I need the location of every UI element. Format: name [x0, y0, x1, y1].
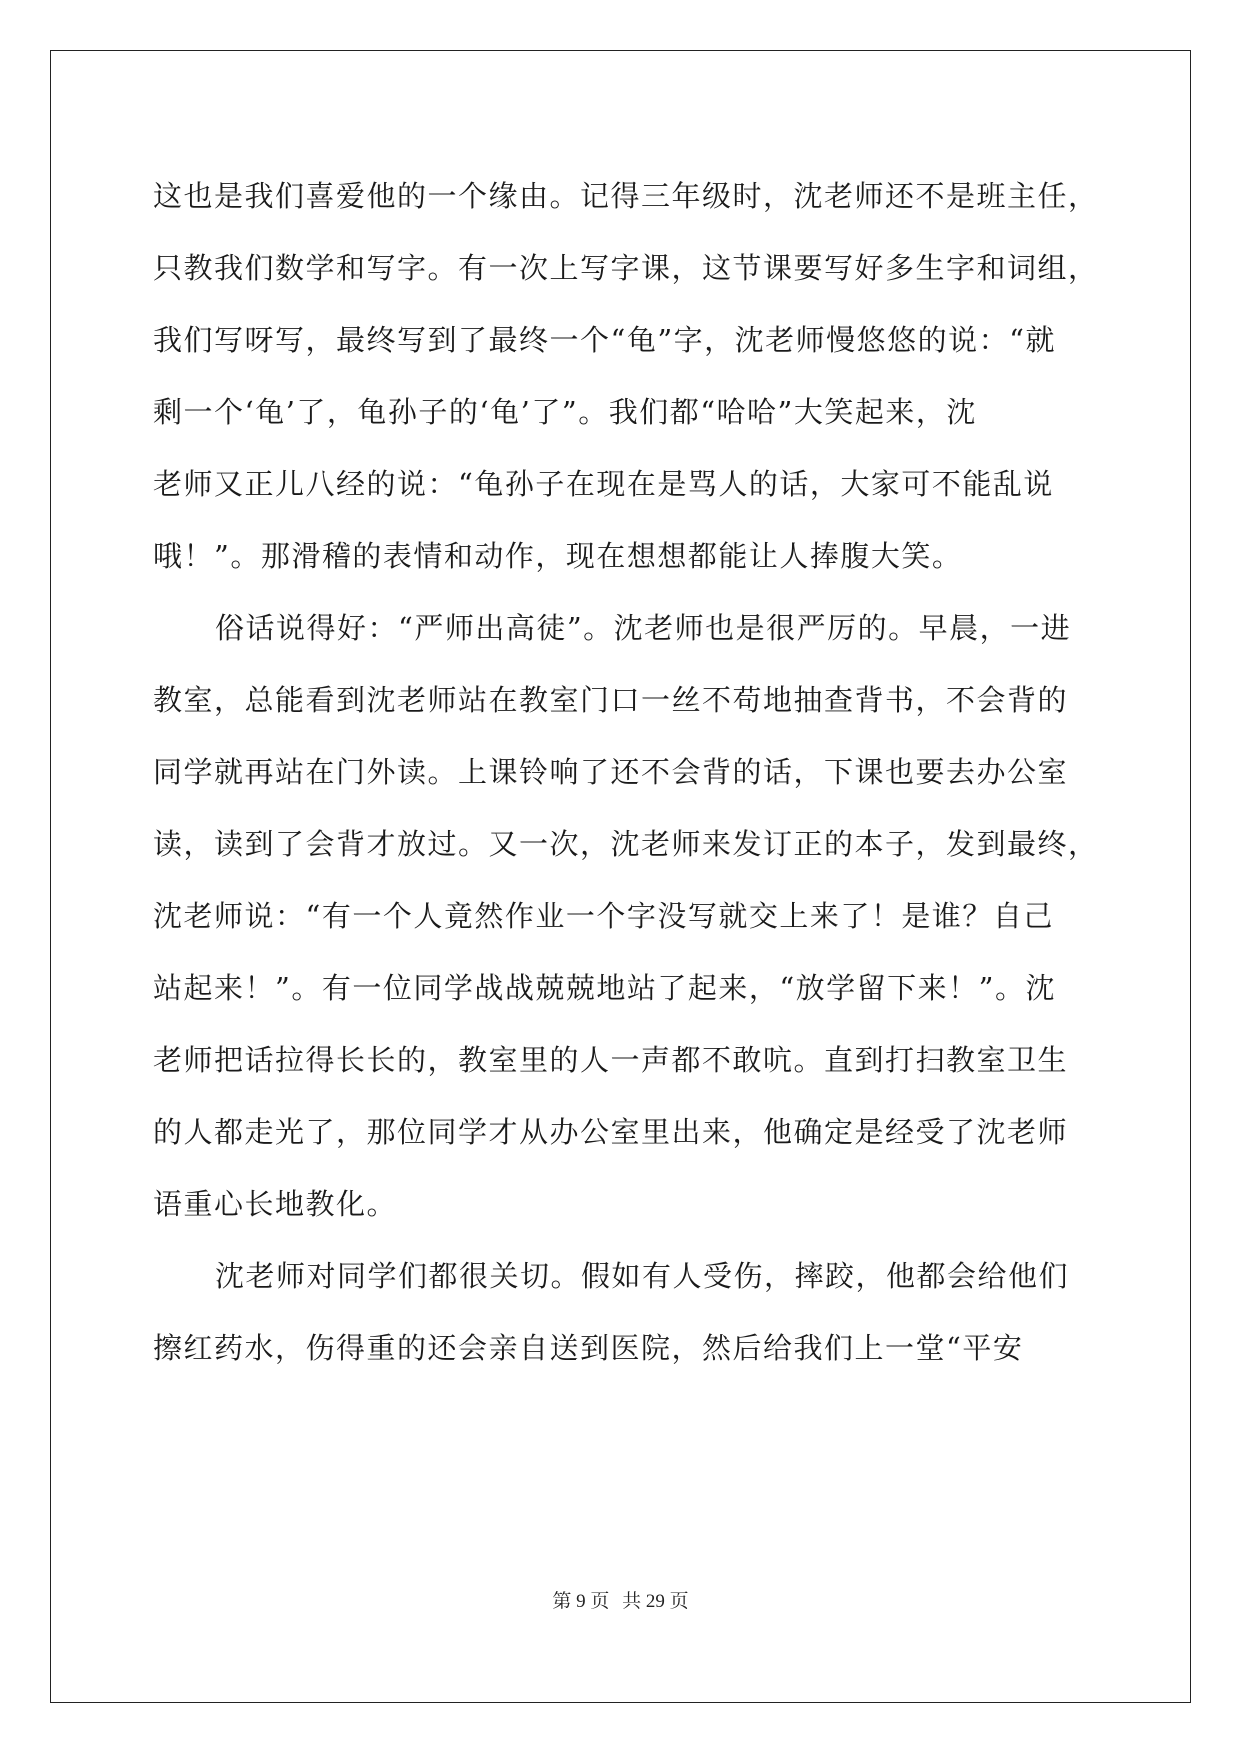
text-line: 语重心长地教化。 — [153, 1187, 398, 1221]
page-total: 共 29 页 — [622, 1591, 689, 1612]
page-footer — [0, 1586, 1241, 1613]
text-line: 剩一个‘龟’了，龟孙子的‘龟’了”。我们都“哈哈”大笑起来，沈 — [153, 395, 977, 429]
document-body — [153, 160, 1099, 1384]
text-line: 我们写呀写，最终写到了最终一个“龟”字，沈老师慢悠悠的说：“就 — [153, 323, 1056, 357]
text-line: 读，读到了会背才放过。又一次，沈老师来发订正的本子，发到最终， — [153, 827, 1099, 861]
paragraph-first-line: 俗话说得好：“严师出高徒”。沈老师也是很严厉的。早晨，一进 — [215, 611, 1072, 645]
paragraph-first-line: 沈老师对同学们都很关切。假如有人受伤，摔跤，他都会给他们 — [215, 1259, 1070, 1293]
text-line: 哦！”。那滑稽的表情和动作，现在想想都能让人捧腹大笑。 — [153, 539, 963, 573]
text-line: 教室，总能看到沈老师站在教室门口一丝不苟地抽查背书，不会背的 — [153, 683, 1069, 717]
text-line: 的人都走光了，那位同学才从办公室里出来，他确定是经受了沈老师 — [153, 1115, 1069, 1149]
page-number: 第 9 页 — [552, 1591, 610, 1612]
text-line: 站起来！”。有一位同学战战兢兢地站了起来，“放学留下来！”。沈 — [153, 971, 1056, 1005]
text-line: 只教我们数学和写字。有一次上写字课，这节课要写好多生字和词组， — [153, 251, 1099, 285]
text-line: 老师把话拉得长长的，教室里的人一声都不敢吭。直到打扫教室卫生 — [153, 1043, 1069, 1077]
text-line: 擦红药水，伤得重的还会亲自送到医院，然后给我们上一堂“平安 — [153, 1331, 1024, 1365]
text-line: 同学就再站在门外读。上课铃响了还不会背的话，下课也要去办公室 — [153, 755, 1069, 789]
text-line: 沈老师说：“有一个人竟然作业一个字没写就交上来了！是谁？自己 — [153, 899, 1054, 933]
text-line: 这也是我们喜爱他的一个缘由。记得三年级时，沈老师还不是班主任， — [153, 179, 1099, 213]
text-line: 老师又正儿八经的说：“龟孙子在现在是骂人的话，大家可不能乱说 — [153, 467, 1054, 501]
